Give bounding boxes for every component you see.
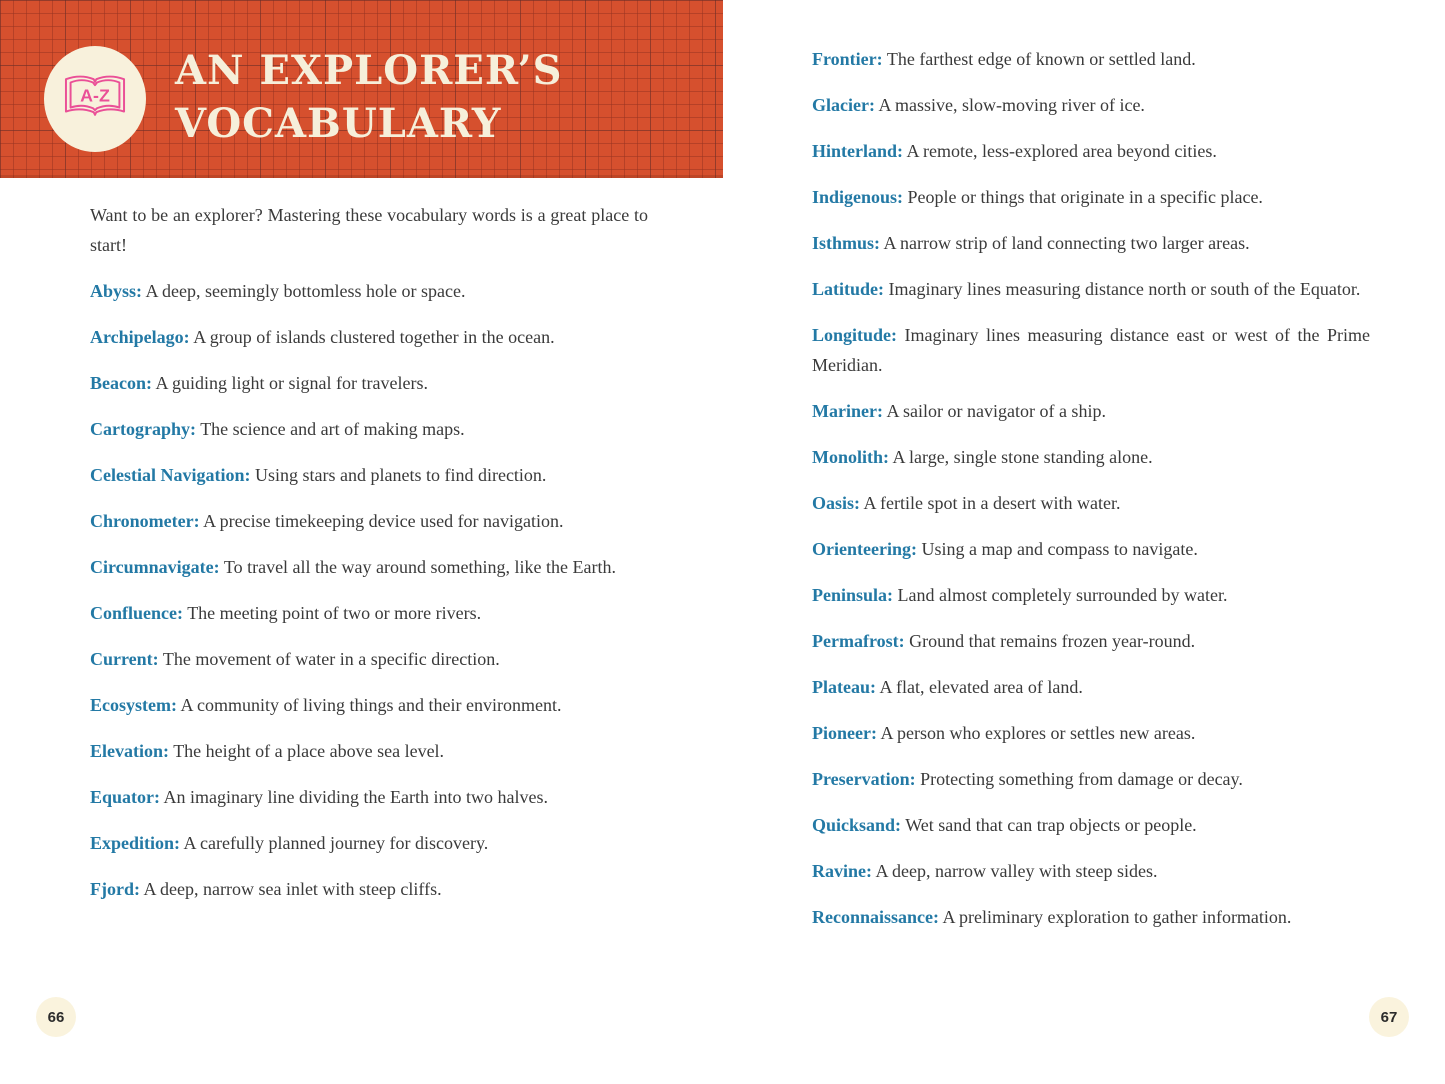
vocab-definition: A massive, slow-moving river of ice. [878,95,1145,115]
vocab-definition: Using a map and compass to navigate. [921,539,1198,559]
vocab-entry [812,810,1370,840]
vocab-definition: A sailor or navigator of a ship. [886,401,1106,421]
vocab-entry [90,828,648,858]
vocab-entry [90,460,648,490]
vocab-entry [90,644,648,674]
vocab-definition: A remote, less-explored area beyond cities. [906,141,1217,161]
vocab-entry [90,552,648,582]
vocab-definition: Imaginary lines measuring distance north or south of the Equator. [888,279,1361,299]
vocab-list-right [812,44,1370,932]
vocab-term: Longitude: [812,325,898,345]
vocab-definition: A group of islands clustered together in the ocean. [193,327,555,347]
vocab-term: Preservation: [812,769,916,789]
vocab-term: Abyss: [90,281,143,301]
chapter-title [175,44,562,150]
vocab-definition: A guiding light or signal for travelers. [155,373,428,393]
vocab-definition: Land almost completely surrounded by water. [897,585,1228,605]
vocab-term: Mariner: [812,401,883,421]
vocab-entry [812,764,1370,794]
chapter-icon-badge [44,46,146,152]
vocab-term: Celestial Navigation: [90,465,251,485]
vocab-term: Elevation: [90,741,169,761]
vocab-term: Oasis: [812,493,861,513]
vocab-entry [90,874,648,904]
vocab-term: Quicksand: [812,815,902,835]
vocab-entry [812,580,1370,610]
page-right [723,0,1445,1084]
right-column [812,44,1370,948]
vocab-term: Indigenous: [812,187,904,207]
vocab-definition: The science and art of making maps. [200,419,465,439]
vocab-definition: A narrow strip of land connecting two larger areas. [883,233,1250,253]
vocab-entry [90,736,648,766]
vocab-entry [812,274,1370,304]
vocab-entry [812,228,1370,258]
vocab-definition: A deep, narrow sea inlet with steep cliffs. [143,879,442,899]
left-column [90,200,648,920]
vocab-entry [812,672,1370,702]
vocab-entry [90,690,648,720]
vocab-list-left [90,276,648,904]
vocab-definition: A fertile spot in a desert with water. [863,493,1121,513]
vocab-term: Reconnaissance: [812,907,939,927]
vocab-term: Ecosystem: [90,695,177,715]
vocab-term: Peninsula: [812,585,894,605]
chapter-banner [0,0,723,178]
vocab-term: Latitude: [812,279,884,299]
vocab-entry [812,396,1370,426]
vocab-entry [812,902,1370,932]
vocab-definition: A deep, seemingly bottomless hole or space. [145,281,466,301]
vocab-entry [90,782,648,812]
vocab-definition: A community of living things and their environment. [180,695,562,715]
vocab-entry [90,322,648,352]
vocab-definition: The height of a place above sea level. [173,741,445,761]
page-number-right [1369,997,1409,1037]
vocab-term: Equator: [90,787,161,807]
vocab-definition: A deep, narrow valley with steep sides. [875,861,1158,881]
vocab-term: Frontier: [812,49,883,69]
vocab-term: Hinterland: [812,141,904,161]
vocab-entry [812,534,1370,564]
vocab-term: Glacier: [812,95,875,115]
vocab-definition: The meeting point of two or more rivers. [187,603,482,623]
vocab-term: Circumnavigate: [90,557,220,577]
vocab-entry [812,626,1370,656]
vocab-term: Archipelago: [90,327,190,347]
vocab-definition: Protecting something from damage or decay. [920,769,1243,789]
vocab-entry [812,856,1370,886]
vocab-definition: A precise timekeeping device used for navigation. [203,511,564,531]
vocab-definition: A preliminary exploration to gather information. [942,907,1292,927]
vocab-term: Pioneer: [812,723,877,743]
vocab-definition: Imaginary lines measuring distance east or west of the Prime Meridian. [812,325,1371,375]
vocab-definition: Ground that remains frozen year-round. [909,631,1196,651]
vocab-entry [90,276,648,306]
vocab-entry [812,320,1370,380]
a-z-book-icon [62,70,128,128]
icon-label: A-Z [80,85,110,106]
vocab-entry [812,488,1370,518]
vocab-entry [812,44,1370,74]
vocab-definition: A large, single stone standing alone. [892,447,1153,467]
vocab-definition: Using stars and planets to find direction. [254,465,547,485]
vocab-entry [812,182,1370,212]
vocab-term: Confluence: [90,603,183,623]
page-number-right-value: 67 [1380,1008,1398,1026]
vocab-definition: A carefully planned journey for discovery. [183,833,489,853]
chapter-title-line2: VOCABULARY [175,100,502,147]
vocab-term: Ravine: [812,861,872,881]
vocab-term: Beacon: [90,373,152,393]
vocab-term: Chronometer: [90,511,200,531]
vocab-term: Monolith: [812,447,890,467]
vocab-term: Isthmus: [812,233,881,253]
intro-paragraph: Want to be an explorer? Mastering these vocabulary words is a great place to start! [90,205,648,255]
chapter-title-line1: AN EXPLORER’S [175,47,563,94]
vocab-entry [812,718,1370,748]
vocab-term: Current: [90,649,159,669]
vocab-definition: A flat, elevated area of land. [879,677,1083,697]
vocab-definition: The movement of water in a specific direction. [162,649,500,669]
vocab-definition: People or things that originate in a specific place. [907,187,1263,207]
vocab-term: Plateau: [812,677,876,697]
vocab-entry [90,368,648,398]
vocab-term: Expedition: [90,833,181,853]
vocab-definition: Wet sand that can trap objects or people. [905,815,1197,835]
vocab-definition: An imaginary line dividing the Earth into two halves. [163,787,548,807]
vocab-entry [90,598,648,628]
vocab-entry [90,414,648,444]
vocab-term: Cartography: [90,419,196,439]
page-number-left-value: 66 [47,1008,65,1026]
vocab-term: Fjord: [90,879,140,899]
vocab-entry [812,442,1370,472]
vocab-entry [90,506,648,536]
vocab-definition: A person who explores or settles new areas. [880,723,1196,743]
vocab-definition: The farthest edge of known or settled land. [886,49,1196,69]
page-number-left [36,997,76,1037]
vocab-entry [812,90,1370,120]
vocab-term: Orienteering: [812,539,917,559]
vocab-term: Permafrost: [812,631,905,651]
vocab-definition: To travel all the way around something, like the Earth. [223,557,616,577]
vocab-entry [812,136,1370,166]
